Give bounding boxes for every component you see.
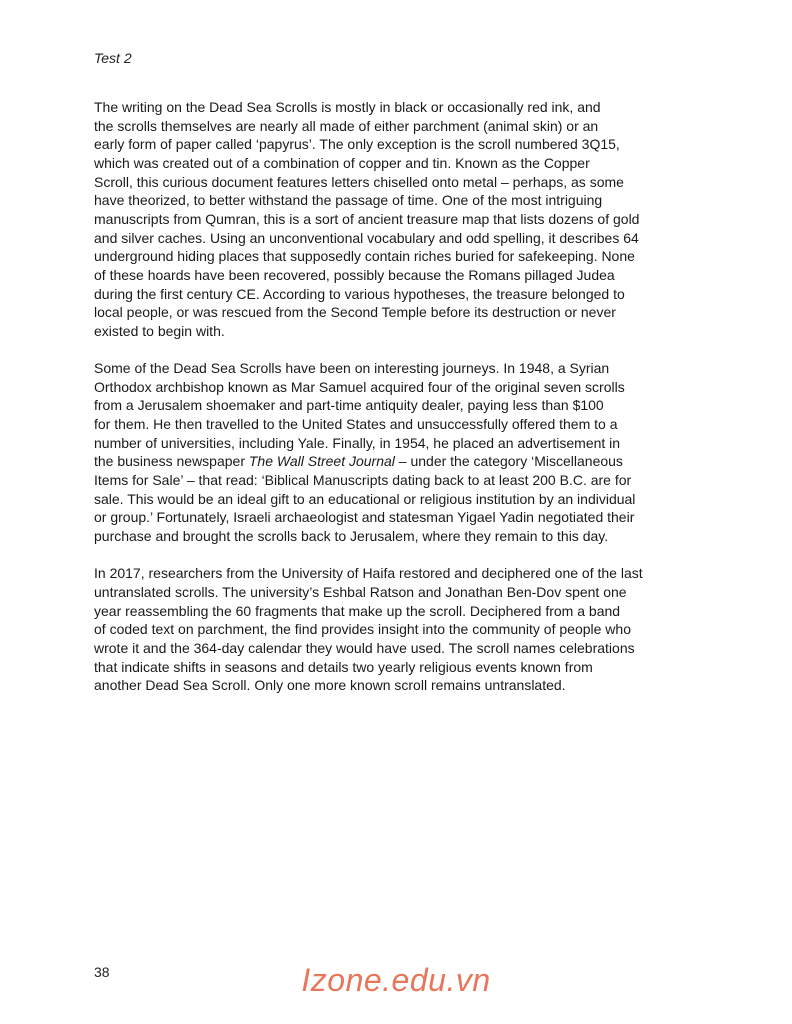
page-number: 38 [94, 964, 110, 980]
text-line: another Dead Sea Scroll. Only one more known scroll remains untranslated. [94, 677, 566, 694]
text-line: existed to begin with. [94, 322, 225, 339]
paragraph-1 [94, 98, 716, 341]
paragraph-3 [94, 564, 716, 695]
text-line: sale. This would be an ideal gift to an educational or religious institution by an individual [94, 490, 636, 507]
text-line: The writing on the Dead Sea Scrolls is mostly in black or occasionally red ink, and [94, 99, 601, 115]
text-line: purchase and brought the scrolls back to Jerusalem, where they remain to this day. [94, 528, 609, 545]
text-line: the scrolls themselves are nearly all made of either parchment (animal skin) or an [94, 117, 599, 134]
text-line: In 2017, researchers from the University of Haifa restored and deciphered one of the last [94, 565, 643, 582]
paragraph-2 [94, 359, 716, 546]
text-line: Orthodox archbishop known as Mar Samuel acquired four of the original seven scrolls [94, 378, 625, 395]
text-line: underground hiding places that supposedly contain riches buried for safekeeping. None [94, 248, 635, 265]
text-line: wrote it and the 364-day calendar they would have used. The scroll names celebrations [94, 640, 635, 656]
text-line: that indicate shifts in seasons and details two yearly religious events known from [94, 658, 593, 675]
text-line: and silver caches. Using an unconventional vocabulary and odd spelling, it describes 64 [94, 229, 639, 246]
text-segment: – under the category ‘Miscellaneous [394, 453, 623, 470]
text-line: number of universities, including Yale. Finally, in 1954, he placed an advertisement in [94, 434, 621, 451]
text-line: during the first century CE. According to various hypotheses, the treasure belonged to [94, 285, 625, 302]
text-line: year reassembling the 60 fragments that make up the scroll. Deciphered from a band [94, 602, 621, 619]
text-line [94, 452, 716, 471]
text-line: local people, or was rescued from the Second Temple before its destruction or never [94, 304, 616, 321]
text-segment: the business newspaper [94, 453, 249, 470]
text-line: early form of paper called ‘papyrus’. The only exception is the scroll numbered 3Q15, [94, 136, 620, 153]
text-line: from a Jerusalem shoemaker and part-time antiquity dealer, paying less than $100 [94, 397, 604, 414]
text-line: have theorized, to better withstand the passage of time. One of the most intriguing [94, 192, 603, 209]
text-line: or group.’ Fortunately, Israeli archaeologist and statesman Yigael Yadin negotiated their [94, 509, 635, 526]
article-body [94, 98, 716, 695]
text-line: Items for Sale’ – that read: ‘Biblical Manuscripts dating back to at least 200 B.C. are for [94, 472, 632, 489]
text-line: Scroll, this curious document features letters chiselled onto metal – perhaps, as some [94, 173, 624, 190]
text-line: Some of the Dead Sea Scrolls have been on interesting journeys. In 1948, a Syrian [94, 360, 610, 377]
text-line: untranslated scrolls. The university’s Eshbal Ratson and Jonathan Ben-Dov spent one [94, 584, 627, 601]
text-line: for them. He then travelled to the United States and unsuccessfully offered them to a [94, 416, 618, 433]
text-line: manuscripts from Qumran, this is a sort of ancient treasure map that lists dozens of gold [94, 210, 640, 227]
publication-title: The Wall Street Journal [248, 453, 395, 470]
watermark-logo-text: Izone.edu.vn [301, 962, 491, 998]
page-header-title: Test 2 [94, 50, 132, 66]
text-line: of coded text on parchment, the find provides insight into the community of people who [94, 621, 631, 638]
text-line: of these hoards have been recovered, possibly because the Romans pillaged Judea [94, 266, 615, 283]
text-line: which was created out of a combination of copper and tin. Known as the Copper [94, 154, 590, 171]
